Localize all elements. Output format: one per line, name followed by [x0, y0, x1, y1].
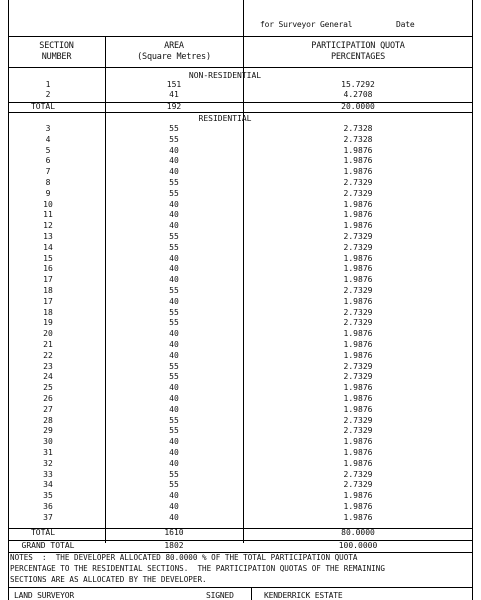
table-row	[8, 491, 473, 501]
section-area: 40	[169, 264, 179, 274]
section-number: 37	[43, 512, 53, 522]
section-area: 40	[169, 199, 179, 209]
section-number: 7	[45, 167, 51, 177]
participation-quota: 2.7329	[343, 286, 373, 295]
participation-quota: 2.7329	[343, 232, 373, 241]
table-row	[8, 178, 473, 188]
participation-quota: 1.9876	[343, 264, 373, 274]
participation-quota: 1.9876	[343, 221, 373, 231]
section-number: 5	[45, 145, 51, 155]
participation-quota: 2.7329	[343, 307, 373, 317]
signed-label: SIGNED	[206, 591, 234, 600]
section-area: 55	[169, 318, 179, 328]
section-number: 36	[43, 502, 53, 511]
quota-header-line2: PERCENTAGES	[330, 52, 386, 62]
residential-total-quota: 80.0000	[341, 528, 375, 537]
participation-quota: 1.9876	[343, 502, 373, 511]
participation-quota: 1.9876	[343, 253, 373, 263]
section-number: 21	[43, 340, 53, 349]
section-number: 29	[43, 426, 53, 436]
section-area: 40	[169, 458, 179, 468]
section-number: 18	[43, 286, 53, 295]
table-row	[8, 254, 473, 264]
participation-quota: 2.7328	[343, 124, 373, 133]
section-area: 55	[169, 188, 179, 198]
section-number: 10	[43, 199, 53, 209]
section-area: 55	[169, 415, 179, 425]
participation-quota: 1.9876	[343, 437, 373, 447]
table-row	[8, 351, 473, 361]
participation-quota: 1.9876	[343, 296, 373, 306]
section-area: 40	[169, 502, 179, 511]
section-area: 55	[169, 361, 179, 371]
section-number: 25	[43, 383, 53, 393]
section-number: 32	[43, 458, 53, 468]
participation-quota: 2.7328	[343, 134, 373, 144]
participation-quota: 1.9876	[343, 340, 373, 349]
total-area: 192	[166, 102, 182, 111]
section-number: 22	[43, 350, 53, 360]
participation-quota: 1.9876	[343, 210, 373, 220]
section-area: 55	[169, 242, 179, 252]
table-row	[8, 90, 473, 100]
section-number: 4	[45, 134, 51, 144]
section-area: 55	[169, 469, 179, 479]
section-number: 16	[43, 264, 53, 274]
section-number: 17	[43, 296, 53, 306]
grand-total-label: GRAND TOTAL	[21, 541, 75, 550]
section-number: 19	[43, 318, 53, 328]
area-header-line2: (Square Metres)	[137, 52, 211, 62]
section-area: 55	[169, 232, 179, 241]
section-number: 27	[43, 404, 53, 414]
section-number: 18	[43, 307, 53, 317]
table-row	[8, 459, 473, 469]
table-row	[8, 200, 473, 210]
participation-quota: 1.9876	[343, 167, 373, 177]
non-residential-total-row	[8, 102, 473, 112]
section-area: 55	[169, 178, 179, 187]
section-area: 40	[169, 253, 179, 263]
table-row	[8, 340, 473, 350]
section-area: 40	[169, 383, 179, 393]
participation-quota: 1.9876	[343, 448, 373, 457]
participation-quota: 1.9876	[343, 491, 373, 501]
table-row	[8, 210, 473, 220]
quota-header-line1: PARTICIPATION QUOTA	[311, 41, 405, 51]
section-number: 20	[43, 329, 53, 339]
section-number: 6	[45, 156, 51, 166]
participation-quota: 1.9876	[343, 156, 373, 166]
table-row	[8, 275, 473, 285]
section-area: 55	[169, 307, 179, 317]
section-area: 40	[169, 145, 179, 155]
total-quota: 20.0000	[341, 102, 375, 111]
section-header-line1: SECTION	[39, 41, 74, 51]
section-area: 55	[169, 124, 179, 133]
section-number: 3	[45, 124, 51, 133]
footer-top-rule	[8, 587, 473, 588]
section-number: 8	[45, 178, 51, 187]
section-number: 14	[43, 242, 53, 252]
table-row	[8, 243, 473, 253]
participation-quota: 4.2708	[343, 90, 373, 99]
total-label: TOTAL	[30, 102, 56, 111]
section-number: 11	[43, 210, 53, 220]
section-area: 40	[169, 221, 179, 231]
section-area: 55	[169, 480, 179, 490]
grand-total-area: 1802	[164, 541, 184, 550]
land-surveyor-label: LAND SURVEYOR	[14, 591, 75, 600]
participation-quota: 15.7292	[341, 80, 375, 89]
participation-quota: 2.7329	[343, 242, 373, 252]
section-area: 41	[169, 90, 179, 99]
section-area: 55	[169, 286, 179, 295]
section-area: 40	[169, 491, 179, 501]
section-number: 2	[45, 90, 51, 99]
section-number: 9	[45, 188, 51, 198]
table-row	[8, 470, 473, 480]
section-number: 28	[43, 415, 53, 425]
section-header-line2: NUMBER	[41, 52, 72, 62]
participation-quota: 2.7329	[343, 415, 373, 425]
table-row	[8, 80, 473, 90]
residential-total-row	[8, 528, 473, 538]
table-row	[8, 394, 473, 404]
section-number: 30	[43, 437, 53, 447]
non-residential-total-bottom-rule	[8, 112, 473, 113]
table-row	[8, 329, 473, 339]
section-area: 40	[169, 512, 179, 522]
section-area: 151	[166, 80, 182, 89]
participation-quota: 1.9876	[343, 404, 373, 414]
participation-quota: 1.9876	[343, 329, 373, 339]
section-area: 40	[169, 350, 179, 360]
notes-line1: NOTES : THE DEVELOPER ALLOCATED 80.0000 % OF THE TOTAL PARTICIPATION QUOTA	[10, 553, 358, 562]
residential-total-label: TOTAL	[30, 528, 56, 537]
section-number: 12	[43, 221, 53, 231]
table-row	[8, 308, 473, 318]
header-top-rule	[8, 36, 473, 37]
participation-quota: 2.7329	[343, 361, 373, 371]
table-row	[8, 362, 473, 372]
section-area: 40	[169, 340, 179, 349]
participation-quota: 1.9876	[343, 199, 373, 209]
section-number: 17	[43, 275, 53, 285]
grand-total-quota: 100.0000	[338, 541, 378, 550]
table-row	[8, 448, 473, 458]
table-row	[8, 437, 473, 447]
table-row	[8, 513, 473, 523]
section-area: 40	[169, 275, 179, 285]
section-area: 40	[169, 210, 179, 220]
table-row	[8, 426, 473, 436]
grand-total-row	[8, 541, 473, 551]
participation-quota: 1.9876	[343, 350, 373, 360]
section-area: 40	[169, 156, 179, 166]
participation-quota: 2.7329	[343, 318, 373, 328]
section-area: 55	[169, 372, 179, 382]
signature-divider	[243, 0, 244, 36]
participation-quota: 2.7329	[343, 469, 373, 479]
section-area: 55	[169, 426, 179, 436]
sectional-plan-schedule	[8, 0, 473, 600]
residential-title: RESIDENTIAL	[198, 114, 252, 123]
participation-quota: 2.7329	[343, 372, 373, 382]
notes-line3: SECTIONS ARE AS ALLOCATED BY THE DEVELOPER.	[10, 575, 207, 584]
section-number: 34	[43, 480, 53, 490]
section-number: 15	[43, 253, 53, 263]
table-row	[8, 156, 473, 166]
section-number: 33	[43, 469, 53, 479]
section-area: 40	[169, 448, 179, 457]
participation-quota: 2.7329	[343, 426, 373, 436]
table-row	[8, 232, 473, 242]
date-label: Date	[396, 20, 415, 29]
table-row	[8, 221, 473, 231]
table-row	[8, 480, 473, 490]
notes-line2: PERCENTAGE TO THE RESIDENTIAL SECTIONS. THE PARTICIPATION QUOTAS OF THE REMAINING	[10, 564, 385, 573]
table-row	[8, 416, 473, 426]
section-number: 24	[43, 372, 53, 382]
table-row	[8, 502, 473, 512]
table-row	[8, 167, 473, 177]
table-row	[8, 405, 473, 415]
participation-quota: 2.7329	[343, 188, 373, 198]
section-area: 55	[169, 134, 179, 144]
section-area: 40	[169, 437, 179, 447]
table-row	[8, 264, 473, 274]
participation-quota: 1.9876	[343, 275, 373, 285]
table-row	[8, 372, 473, 382]
participation-quota: 2.7329	[343, 480, 373, 490]
section-number: 26	[43, 394, 53, 403]
section-area: 40	[169, 167, 179, 177]
section-number: 35	[43, 491, 53, 501]
section-area: 40	[169, 296, 179, 306]
footer-divider	[251, 587, 252, 600]
section-area: 40	[169, 329, 179, 339]
table-row	[8, 124, 473, 134]
residential-total-area: 1610	[164, 528, 184, 537]
table-row	[8, 135, 473, 145]
participation-quota: 1.9876	[343, 394, 373, 403]
participation-quota: 1.9876	[343, 383, 373, 393]
surveyor-general-label: for Surveyor General	[260, 20, 353, 29]
section-number: 13	[43, 232, 53, 241]
section-number: 1	[45, 80, 51, 89]
area-header-line1: AREA	[164, 41, 184, 51]
section-number: 23	[43, 361, 53, 371]
table-row	[8, 318, 473, 328]
non-residential-title: NON-RESIDENTIAL	[188, 71, 262, 80]
participation-quota: 1.9876	[343, 145, 373, 155]
participation-quota: 1.9876	[343, 512, 373, 522]
header-bottom-rule	[8, 67, 473, 68]
table-row	[8, 146, 473, 156]
section-area: 40	[169, 404, 179, 414]
table-row	[8, 189, 473, 199]
estate-name: KENDERRICK ESTATE	[264, 591, 343, 600]
table-row	[8, 286, 473, 296]
participation-quota: 2.7329	[343, 178, 373, 187]
table-row	[8, 297, 473, 307]
section-number: 31	[43, 448, 53, 457]
table-row	[8, 383, 473, 393]
section-area: 40	[169, 394, 179, 403]
participation-quota: 1.9876	[343, 458, 373, 468]
